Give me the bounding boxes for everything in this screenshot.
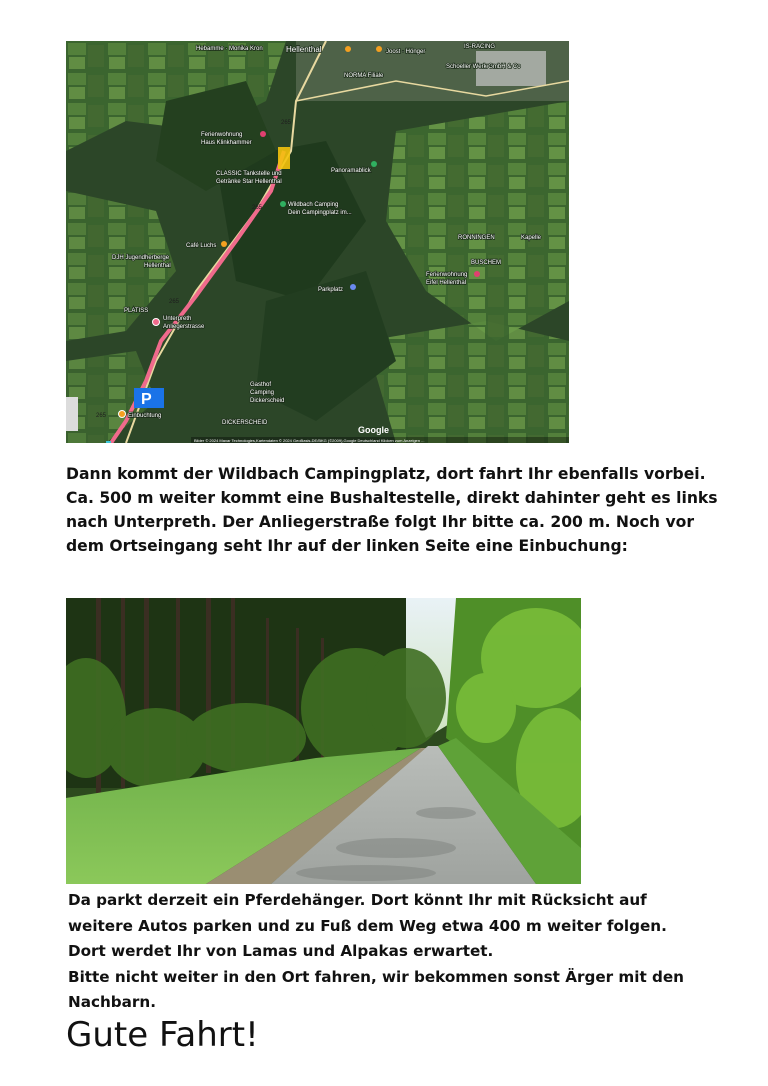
road-photo bbox=[66, 598, 581, 884]
paragraph-2-line-3: Dort werdet Ihr von Lamas und Alpakas erwartet. bbox=[68, 942, 494, 960]
poi-marker bbox=[345, 46, 351, 52]
google-logo: Google bbox=[358, 425, 389, 435]
map-label-cafe: Café Luchs bbox=[186, 243, 217, 249]
map-label-parkplatz: Parkplatz bbox=[318, 287, 344, 293]
map-label-isracing: IS-RACING bbox=[464, 44, 496, 50]
map-label-schoeller: Schoeller Werk GmbH & Co bbox=[446, 64, 521, 70]
einbuchtung-marker bbox=[119, 411, 126, 418]
pegman-widget[interactable] bbox=[66, 397, 78, 431]
closing-greeting: Gute Fahrt! bbox=[66, 1015, 259, 1055]
road-number-4: 265 bbox=[96, 413, 107, 419]
map-label-norma: NORMA Filiale bbox=[344, 73, 384, 79]
cafe-marker bbox=[221, 241, 227, 247]
map-label-einbuchtung: Einbuchtung bbox=[128, 413, 162, 419]
map-label-hebamme: Hebamme · Monika Kron bbox=[196, 46, 263, 52]
map-label-ferienwohnung-2: Ferienwohnung bbox=[426, 272, 468, 278]
map-label-classic-2: Getränke Star Hellenthal bbox=[216, 179, 282, 185]
map-label-wildbach-2: Dein Campingplatz im... bbox=[288, 210, 352, 216]
poi-marker-2 bbox=[376, 46, 382, 52]
map-label-platiss: PLATISS bbox=[124, 308, 149, 314]
road-number-2: 265 bbox=[252, 205, 263, 211]
paragraph-2-line-5: Nachbarn. bbox=[68, 993, 156, 1011]
map-label-buschem: BUSCHEM bbox=[471, 260, 502, 266]
map-label-unterpreth-2: Anliegerstrasse bbox=[163, 324, 205, 330]
road-number-3: 265 bbox=[169, 299, 180, 305]
map-label-wildbach-1: Wildbach Camping bbox=[288, 202, 339, 208]
route-map bbox=[66, 41, 569, 443]
map-label-djh-1: DJH Jugendherberge bbox=[112, 255, 170, 261]
paragraph-1-line-1: Dann kommt der Wildbach Campingplatz, dort fahrt Ihr ebenfalls vorbei. bbox=[66, 465, 706, 483]
satellite-map-image bbox=[66, 41, 569, 443]
map-label-ferienwohnung-1b: Haus Klinkhammer bbox=[201, 140, 252, 146]
map-label-gasthof-2: Camping bbox=[250, 390, 275, 396]
map-label-ferienwohnung-2b: Eifel Hellenthal bbox=[426, 280, 467, 286]
paragraph-2-line-4: Bitte nicht weiter in den Ort fahren, wir bekommen sonst Ärger mit den bbox=[68, 967, 684, 986]
directions-paragraph-1 bbox=[66, 462, 726, 558]
paragraph-2-line-1: Da parkt derzeit ein Pferdehänger. Dort könnt Ihr mit Rücksicht auf bbox=[68, 891, 647, 909]
map-label-dickerscheid: DICKERSCHEID bbox=[222, 420, 268, 426]
camping-marker bbox=[280, 201, 286, 207]
directions-paragraph-2 bbox=[68, 888, 728, 1016]
forest-road-image bbox=[66, 598, 581, 884]
paragraph-2-line-2: weitere Autos parken und zu Fuß dem Weg etwa 400 m weiter folgen. bbox=[68, 916, 667, 935]
map-label-panoramablick: Panoramablick bbox=[331, 168, 371, 174]
map-label-joost: Joost · Hönger bbox=[386, 49, 426, 55]
road-number-1: 265 bbox=[281, 120, 292, 126]
map-attribution: Bilder © 2024 Maxar Technologies,Kartendaten © 2024 GeoBasis-DE/BKG (©2009),Google Deutschland Klicken zum Anzeigen ... bbox=[194, 438, 425, 443]
map-label-gasthof-1: Gasthof bbox=[250, 382, 272, 388]
paragraph-1-line-3: nach Unterpreth. Der Anliegerstraße folgt Ihr bitte ca. 200 m. Noch vor bbox=[66, 513, 695, 531]
map-label-gasthof-3: Dickerscheid bbox=[250, 398, 285, 404]
map-label-ronningen: RONNINGEN bbox=[458, 235, 495, 241]
ferienwohnung-marker bbox=[260, 131, 266, 137]
map-label-kapelle: Kapelle bbox=[521, 235, 542, 241]
parkplatz-marker bbox=[350, 284, 356, 290]
map-label-djh-2: Hellenthal bbox=[144, 263, 171, 269]
paragraph-1-line-2: Ca. 500 m weiter kommt eine Bushaltestelle, direkt dahinter geht es links bbox=[66, 489, 718, 507]
paragraph-1-line-4: dem Ortseingang seht Ihr auf der linken Seite eine Einbuchung: bbox=[66, 537, 628, 555]
panorama-marker bbox=[371, 161, 377, 167]
ferienwohnung2-marker bbox=[474, 271, 480, 277]
unterpreth-marker bbox=[153, 319, 160, 326]
map-label-classic-1: CLASSIC Tankstelle und bbox=[216, 171, 282, 177]
map-label-ferienwohnung-1: Ferienwohnung bbox=[201, 132, 243, 138]
map-label-unterpreth-1: Unterpreth bbox=[163, 316, 192, 322]
svg-text:P: P bbox=[141, 391, 152, 408]
map-label-hellenthal: Hellenthal bbox=[286, 45, 322, 54]
